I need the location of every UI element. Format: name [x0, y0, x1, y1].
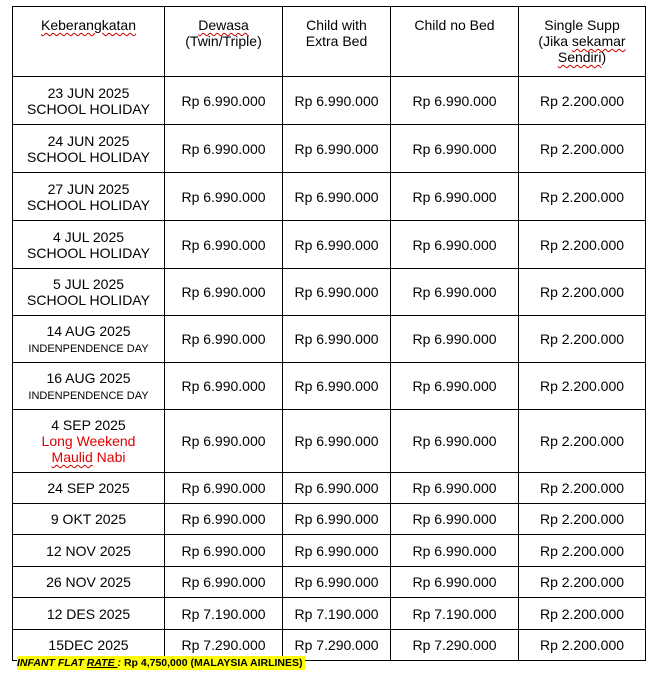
price-adult: Rp 6.990.000 [165, 77, 283, 125]
table-row [13, 173, 646, 221]
price-child-no-bed: Rp 6.990.000 [391, 473, 519, 504]
departure-cell [13, 221, 165, 269]
price-single-supp: Rp 2.200.000 [519, 630, 646, 661]
header-adult: Dewasa (Twin/Triple) [165, 7, 283, 77]
departure-cell [13, 410, 165, 473]
price-single-supp: Rp 2.200.000 [519, 473, 646, 504]
departure-date: 14 AUG 2025 [46, 322, 131, 339]
price-table [12, 6, 646, 661]
price-adult: Rp 6.990.000 [165, 221, 283, 269]
price-single-supp: Rp 2.200.000 [519, 567, 646, 598]
price-child-no-bed: Rp 6.990.000 [391, 316, 519, 363]
departure-cell [13, 316, 165, 363]
price-child-extra-bed: Rp 6.990.000 [283, 316, 391, 363]
departure-date: 15DEC 2025 [48, 637, 129, 653]
table-row [13, 535, 646, 567]
departure-date: 23 JUN 2025 [47, 84, 130, 101]
departure-cell [13, 504, 165, 535]
departure-date: 27 JUN 2025 [47, 180, 130, 197]
price-adult: Rp 6.990.000 [165, 535, 283, 567]
price-adult: Rp 7.290.000 [165, 630, 283, 661]
price-child-no-bed: Rp 6.990.000 [391, 77, 519, 125]
table-row [13, 473, 646, 504]
departure-cell [13, 567, 165, 598]
departure-note: INDENPENDENCE DAY [28, 342, 149, 355]
departure-note: Long Weekend [41, 433, 136, 449]
table-row [13, 504, 646, 535]
price-adult: Rp 6.990.000 [165, 504, 283, 535]
price-single-supp: Rp 2.200.000 [519, 363, 646, 410]
price-child-no-bed: Rp 6.990.000 [391, 363, 519, 410]
price-child-no-bed: Rp 6.990.000 [391, 410, 519, 473]
departure-note: SCHOOL HOLIDAY [27, 100, 150, 117]
price-single-supp: Rp 2.200.000 [519, 173, 646, 221]
price-single-supp: Rp 2.200.000 [519, 77, 646, 125]
table-row [13, 567, 646, 598]
table-row [13, 269, 646, 316]
price-child-no-bed: Rp 6.990.000 [391, 269, 519, 316]
price-child-no-bed: Rp 6.990.000 [391, 535, 519, 567]
price-adult: Rp 6.990.000 [165, 473, 283, 504]
header-no-bed: Child no Bed [391, 7, 519, 77]
price-child-extra-bed: Rp 6.990.000 [283, 567, 391, 598]
price-child-extra-bed: Rp 7.290.000 [283, 630, 391, 661]
departure-date: 12 NOV 2025 [46, 542, 131, 559]
table-row [13, 125, 646, 173]
departure-note: Maulid Nabi [51, 449, 126, 465]
departure-note: SCHOOL HOLIDAY [27, 196, 150, 213]
price-child-extra-bed: Rp 6.990.000 [283, 125, 391, 173]
infant-rate-note: INFANT FLAT RATE : Rp 4,750,000 (MALAYSIA AIRLINES) [17, 657, 303, 669]
price-child-extra-bed: Rp 6.990.000 [283, 173, 391, 221]
departure-date: 24 SEP 2025 [47, 480, 130, 496]
table-row [13, 77, 646, 125]
table-row [13, 221, 646, 269]
departure-cell [13, 363, 165, 410]
departure-note: SCHOOL HOLIDAY [27, 148, 150, 165]
price-child-extra-bed: Rp 7.190.000 [283, 598, 391, 630]
price-adult: Rp 7.190.000 [165, 598, 283, 630]
table-row [13, 316, 646, 363]
departure-date: 4 JUL 2025 [52, 228, 125, 245]
price-child-extra-bed: Rp 6.990.000 [283, 269, 391, 316]
price-child-extra-bed: Rp 6.990.000 [283, 504, 391, 535]
price-single-supp: Rp 2.200.000 [519, 598, 646, 630]
price-child-extra-bed: Rp 6.990.000 [283, 410, 391, 473]
price-adult: Rp 6.990.000 [165, 125, 283, 173]
price-single-supp: Rp 2.200.000 [519, 269, 646, 316]
price-single-supp: Rp 2.200.000 [519, 221, 646, 269]
departure-note: SCHOOL HOLIDAY [27, 244, 150, 261]
departure-date: 12 DES 2025 [46, 605, 131, 622]
price-adult: Rp 6.990.000 [165, 410, 283, 473]
price-adult: Rp 6.990.000 [165, 567, 283, 598]
price-single-supp: Rp 2.200.000 [519, 125, 646, 173]
departure-cell [13, 473, 165, 504]
price-child-no-bed: Rp 6.990.000 [391, 173, 519, 221]
price-adult: Rp 6.990.000 [165, 316, 283, 363]
departure-date: 26 NOV 2025 [46, 574, 131, 590]
departure-note: INDENPENDENCE DAY [28, 389, 149, 402]
price-child-extra-bed: Rp 6.990.000 [283, 473, 391, 504]
price-adult: Rp 6.990.000 [165, 173, 283, 221]
price-child-no-bed: Rp 6.990.000 [391, 567, 519, 598]
departure-cell [13, 535, 165, 567]
price-child-extra-bed: Rp 6.990.000 [283, 363, 391, 410]
price-child-extra-bed: Rp 6.990.000 [283, 221, 391, 269]
price-child-no-bed: Rp 6.990.000 [391, 504, 519, 535]
departure-cell [13, 125, 165, 173]
header-departure: Keberangkatan [13, 7, 165, 77]
header-single: Single Supp (Jika sekamar Sendiri) [519, 7, 646, 77]
departure-note: SCHOOL HOLIDAY [27, 292, 150, 308]
departure-date: 9 OKT 2025 [50, 511, 127, 527]
price-adult: Rp 6.990.000 [165, 363, 283, 410]
price-single-supp: Rp 2.200.000 [519, 504, 646, 535]
price-single-supp: Rp 2.200.000 [519, 410, 646, 473]
table-row [13, 410, 646, 473]
departure-cell [13, 269, 165, 316]
header-extra-bed: Child with Extra Bed [283, 7, 391, 77]
table-row [13, 598, 646, 630]
price-single-supp: Rp 2.200.000 [519, 535, 646, 567]
price-child-extra-bed: Rp 6.990.000 [283, 77, 391, 125]
departure-date: 4 SEP 2025 [51, 417, 126, 433]
departure-cell [13, 173, 165, 221]
price-adult: Rp 6.990.000 [165, 269, 283, 316]
departure-date: 24 JUN 2025 [47, 132, 130, 149]
price-child-no-bed: Rp 6.990.000 [391, 221, 519, 269]
price-child-no-bed: Rp 7.190.000 [391, 598, 519, 630]
price-child-no-bed: Rp 7.290.000 [391, 630, 519, 661]
price-child-no-bed: Rp 6.990.000 [391, 125, 519, 173]
price-child-extra-bed: Rp 6.990.000 [283, 535, 391, 567]
departure-date: 16 AUG 2025 [46, 369, 131, 386]
departure-cell [13, 77, 165, 125]
departure-cell [13, 598, 165, 630]
table-row [13, 363, 646, 410]
price-single-supp: Rp 2.200.000 [519, 316, 646, 363]
header-row [13, 7, 646, 77]
departure-date: 5 JUL 2025 [52, 276, 125, 292]
